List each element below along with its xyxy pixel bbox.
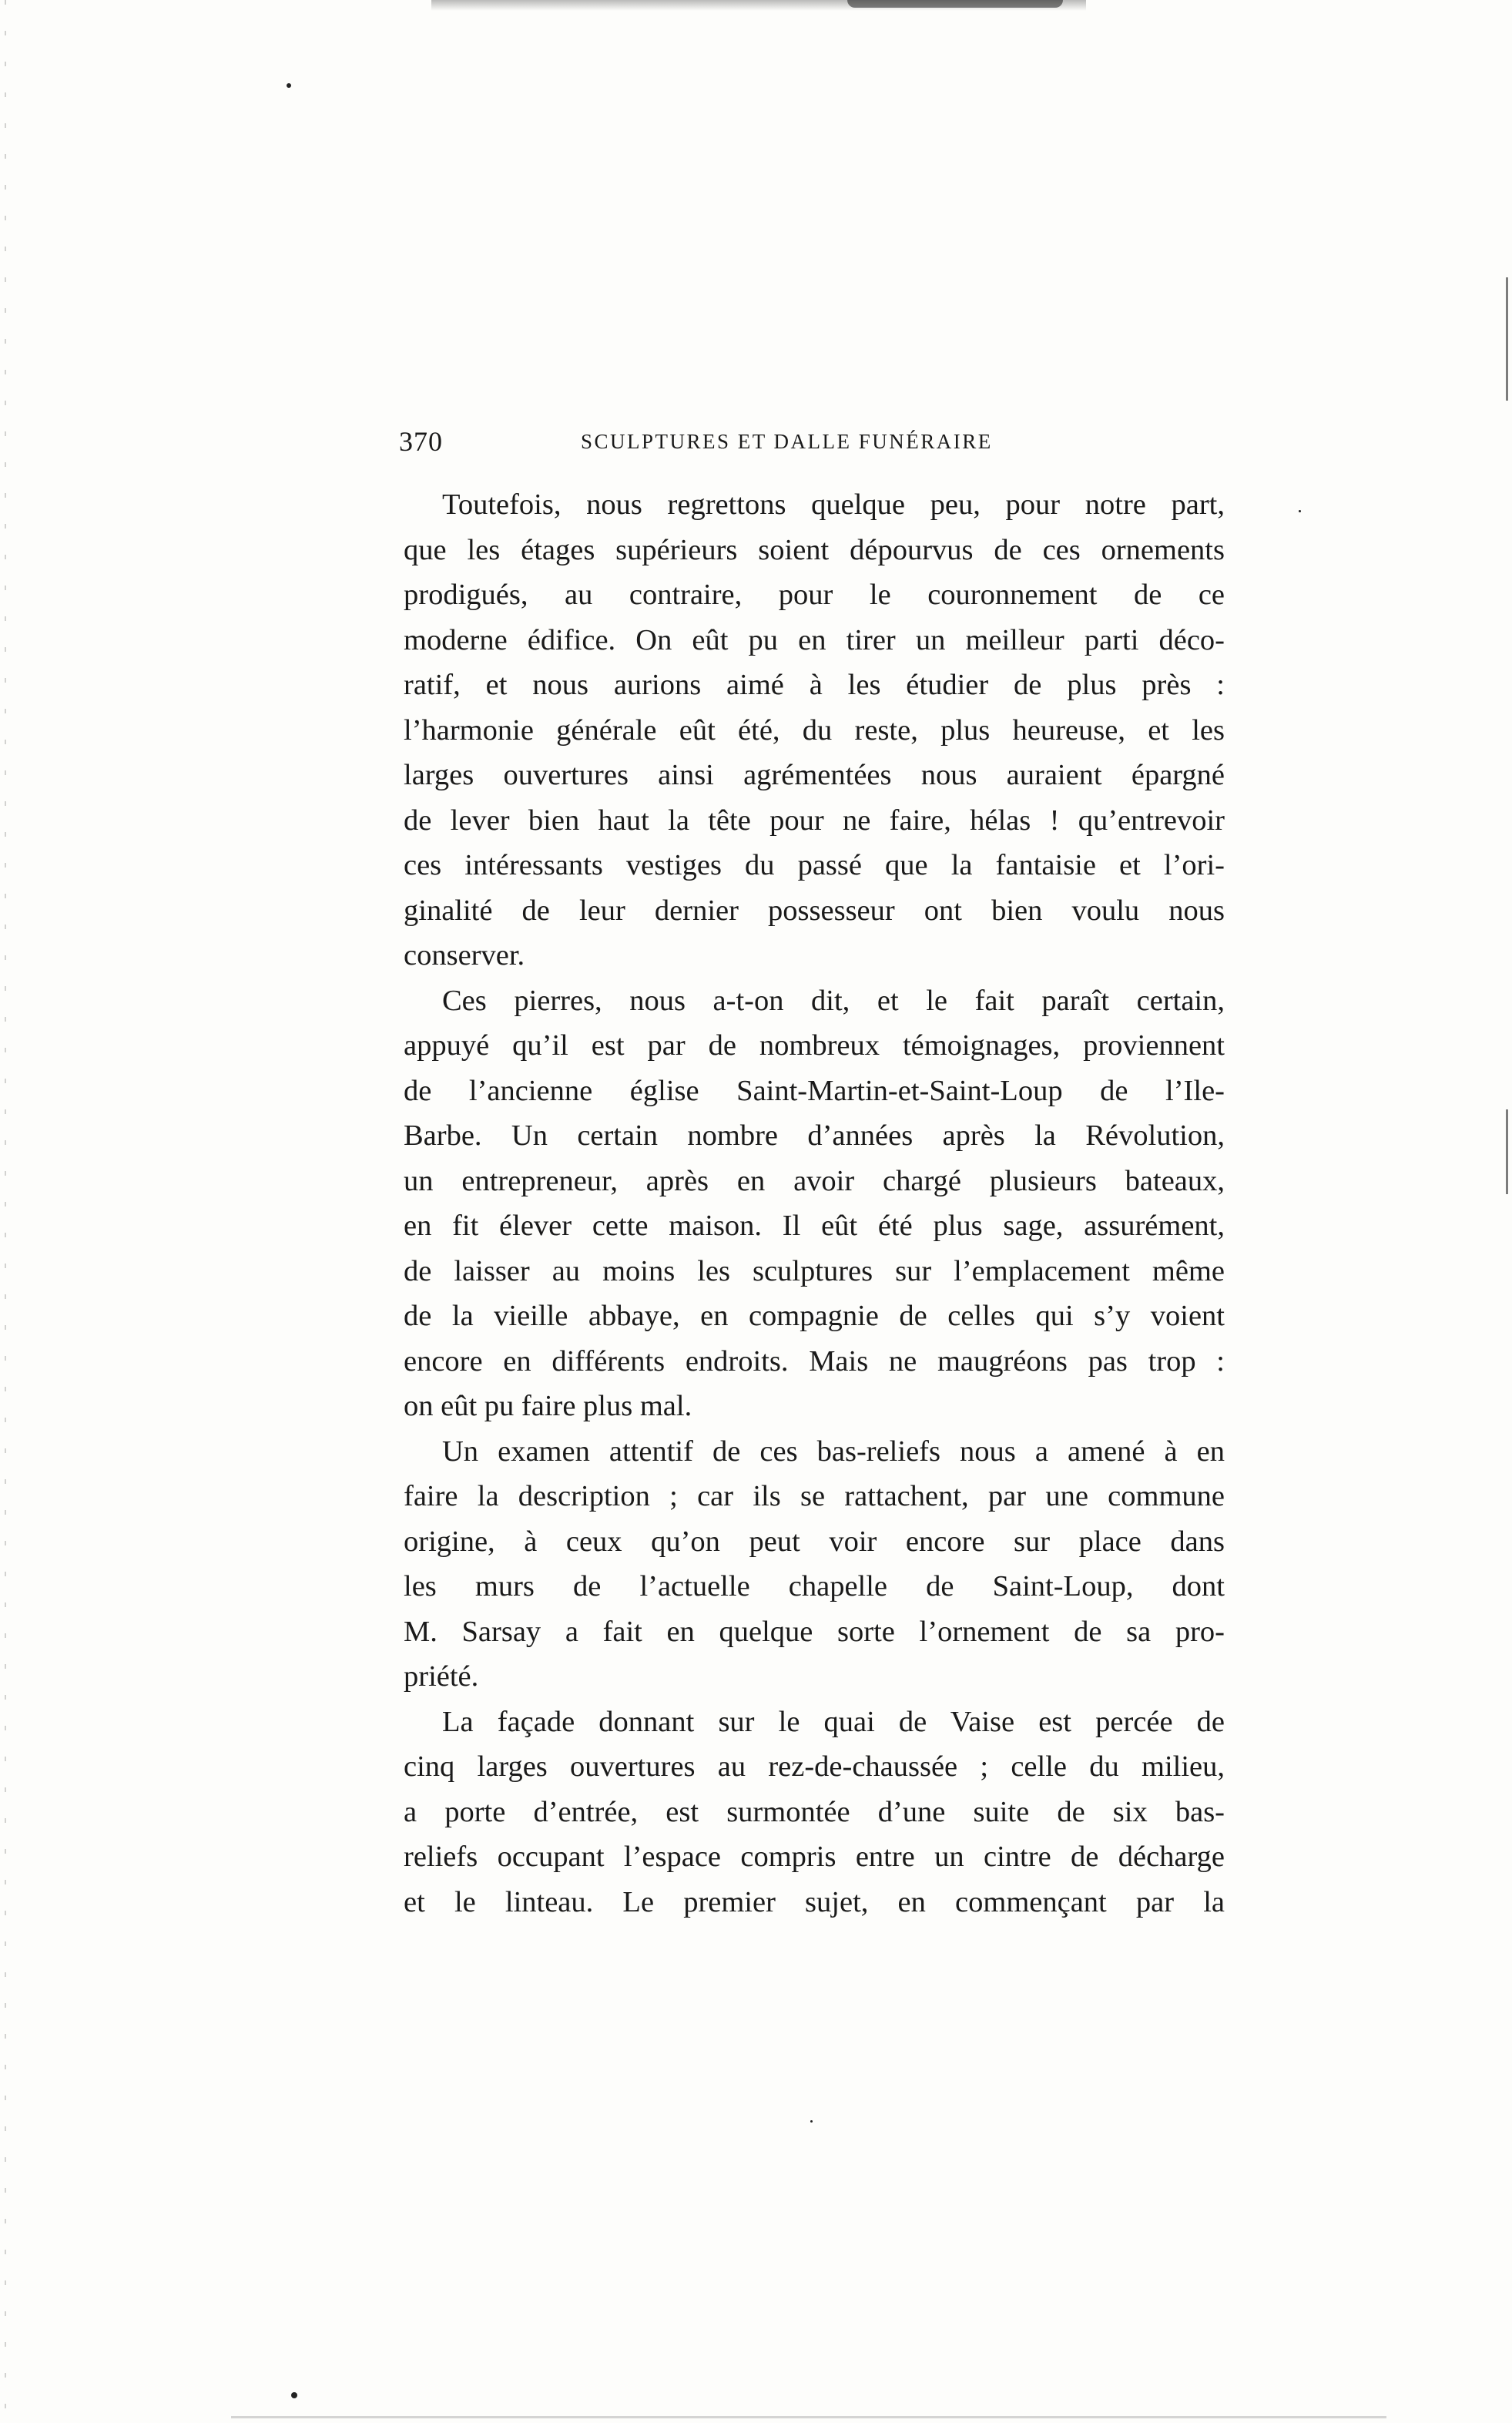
text-line: encore en différents endroits. Mais ne maugréons pas trop :	[404, 1344, 1225, 1378]
text-line: en fit élever cette maison. Il eût été plus sage, assurément,	[404, 1210, 1225, 1242]
text-line: a porte d’entrée, est surmontée d’une suite de six bas-	[404, 1795, 1225, 1828]
text-line: Ces pierres, nous a-t-on dit, et le fait paraît certain,	[442, 984, 1225, 1017]
text-line: moderne édifice. On eût pu en tirer un meilleur parti déco-	[404, 623, 1225, 656]
text-line: on eût pu faire plus mal.	[404, 1390, 692, 1422]
scan-right-edge-mark	[1506, 1109, 1508, 1194]
ink-speck	[291, 2392, 297, 2398]
text-line: de lever bien haut la tête pour ne faire, hélas ! qu’entrevoir	[404, 804, 1225, 837]
text-line: origine, à ceux qu’on peut voir encore sur place dans	[404, 1525, 1225, 1558]
paragraph	[404, 978, 1225, 1429]
text-line: Barbe. Un certain nombre d’années après la Révolution,	[404, 1119, 1225, 1152]
body-text	[404, 482, 1225, 1925]
text-line: priété.	[404, 1660, 479, 1693]
scan-shadow-bottom	[231, 2416, 1386, 2418]
scan-shadow-top-dark	[847, 0, 1063, 8]
text-line: Toutefois, nous regrettons quelque peu, pour notre part,	[442, 488, 1225, 521]
text-line: faire la description ; car ils se rattachent, par une commune	[404, 1480, 1225, 1512]
text-line: larges ouvertures ainsi agrémentées nous auraient épargné	[404, 759, 1225, 791]
text-line: M. Sarsay a fait en quelque sorte l’ornement de sa pro-	[404, 1615, 1225, 1648]
text-line: cinq larges ouvertures au rez-de-chaussée ; celle du milieu,	[404, 1750, 1225, 1783]
ink-speck	[810, 2120, 813, 2123]
text-line: ginalité de leur dernier possesseur ont bien voulu nous	[404, 894, 1225, 927]
paragraph	[404, 1429, 1225, 1700]
text-line: de laisser au moins les sculptures sur l’emplacement même	[404, 1254, 1225, 1287]
text-line: reliefs occupant l’espace compris entre un cintre de décharge	[404, 1841, 1225, 1873]
text-line: que les étages supérieurs soient dépourvus de ces ornements	[404, 533, 1225, 566]
text-line: de la vieille abbaye, en compagnie de celles qui s’y voient	[404, 1300, 1225, 1332]
text-line: l’harmonie générale eût été, du reste, plus heureuse, et les	[404, 713, 1225, 747]
text-line: conserver.	[404, 939, 525, 972]
running-title: SCULPTURES ET DALLE FUNÉRAIRE	[581, 430, 993, 453]
scan-left-edge	[5, 0, 6, 2423]
text-line: Un examen attentif de ces bas-reliefs nous a amené à en	[442, 1435, 1225, 1468]
page-number: 370	[399, 426, 443, 457]
text-line: ratif, et nous aurions aimé à les étudier de plus près :	[404, 669, 1225, 701]
text-line: ces intéressants vestiges du passé que la fantaisie et l’ori-	[404, 849, 1225, 881]
text-line: La façade donnant sur le quai de Vaise est percée de	[442, 1705, 1225, 1738]
paragraph	[404, 482, 1225, 978]
text-line: un entrepreneur, après en avoir chargé plusieurs bateaux,	[404, 1164, 1225, 1197]
paragraph	[404, 1700, 1225, 1925]
page-header	[399, 425, 1223, 459]
ink-speck	[287, 83, 291, 88]
text-line: appuyé qu’il est par de nombreux témoignages, proviennent	[404, 1029, 1225, 1062]
text-line: et le linteau. Le premier sujet, en commençant par la	[404, 1885, 1225, 1918]
text-line: prodigués, au contraire, pour le couronnement de ce	[404, 579, 1225, 611]
ink-speck	[1299, 510, 1301, 512]
scan-right-edge-mark	[1506, 277, 1508, 401]
text-line: de l’ancienne église Saint-Martin-et-Saint-Loup de l’Ile-	[404, 1074, 1225, 1107]
text-line: les murs de l’actuelle chapelle de Saint-Loup, dont	[404, 1570, 1225, 1602]
